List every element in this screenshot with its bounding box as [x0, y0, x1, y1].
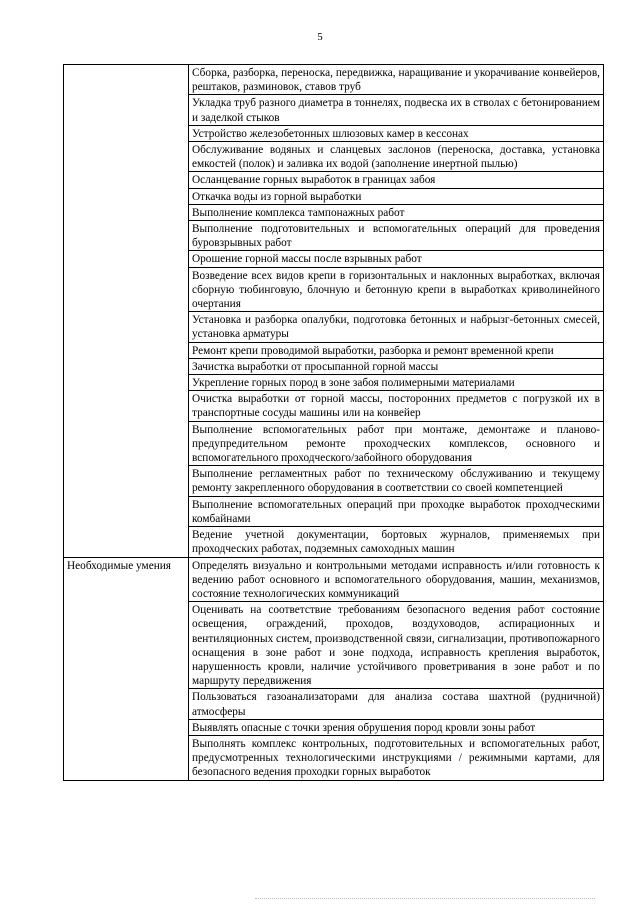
table-cell-item: Устройство железобетонных шлюзовых камер в кессонах [189, 125, 604, 141]
row-heading: Необходимые умения [64, 557, 189, 780]
table-cell-item: Оценивать на соответствие требованиям безопасного ведения работ состояние освещения, ограждений, проходов, воздуховодов, аспирационных и вентиляционных систем, производственной связи, сигнализации, противопожарного оснащения в зоне работ и зоне подхода, исправность крепления выработок, нарушенность кровли, наличие устойчивого проветривания в зоне работ и по маршруту передвижения [189, 602, 604, 689]
table-cell-item: Выполнение комплекса тампонажных работ [189, 204, 604, 220]
table-cell-item: Выполнение регламентных работ по техническому обслуживанию и текущему ремонту закрепленного оборудования в соответствии со своей компетенцией [189, 466, 604, 496]
table-cell-item: Ремонт крепи проводимой выработки, разборка и ремонт временной крепи [189, 342, 604, 358]
table-cell-item: Определять визуально и контрольными методами исправность и/или готовность к ведению работ основного и вспомогательного оборудования, машин, механизмов, состояние технологических коммуникаций [189, 557, 604, 602]
row-heading [64, 65, 189, 558]
table-cell-item: Выполнять комплекс контрольных, подготовительных и вспомогательных работ, предусмотренных технологическими инструкциями / режимными картами, для безопасного ведения проходки горных выработок [189, 735, 604, 780]
table-cell-item: Возведение всех видов крепи в горизонтальных и наклонных выработках, включая сборную тюбинговую, блочную и бетонную крепи в выработках криволинейного очертания [189, 267, 604, 312]
table-cell-item: Установка и разборка опалубки, подготовка бетонных и набрызг-бетонных смесей, установка арматуры [189, 312, 604, 342]
skills-table [63, 64, 604, 781]
table-cell-item: Пользоваться газоанализаторами для анализа состава шахтной (рудничной) атмосферы [189, 689, 604, 719]
table-cell-item: Обслуживание водяных и сланцевых заслонов (переноска, доставка, установка емкостей (полок) и заливка их водой (заполнение инертной пылью) [189, 142, 604, 172]
table-cell-item: Сборка, разборка, переноска, передвижка, наращивание и укорачивание конвейеров, рештаков, разминовок, ставов труб [189, 65, 604, 95]
table-cell-item: Орошение горной массы после взрывных работ [189, 251, 604, 267]
table-cell-item: Выполнение вспомогательных работ при монтаже, демонтаже и планово-предупредительном ремонте проходческих комплексов, основного и вспомогательного проходческого/забойного оборудования [189, 421, 604, 466]
table-cell-item: Укрепление горных пород в зоне забоя полимерными материалами [189, 375, 604, 391]
table-cell-item: Зачистка выработки от просыпанной горной массы [189, 358, 604, 374]
page-number: 5 [317, 31, 323, 43]
table-cell-item: Откачка воды из горной выработки [189, 188, 604, 204]
table-cell-item: Выполнение вспомогательных операций при проходке выработок проходческими комбайнами [189, 496, 604, 526]
table-cell-item: Выполнение подготовительных и вспомогательных операций для проведения буровзрывных работ [189, 221, 604, 251]
table-cell-item: Выявлять опасные с точки зрения обрушения пород кровли зоны работ [189, 719, 604, 735]
table-cell-item: Ведение учетной документации, бортовых журналов, применяемых при проходческих работах, подземных самоходных машин [189, 527, 604, 557]
table-row [64, 557, 604, 602]
table-body [64, 65, 604, 781]
table-cell-item: Укладка труб разного диаметра в тоннелях, подвеска их в стволах с бетонированием и заделкой стыков [189, 95, 604, 125]
table-cell-item: Осланцевание горных выработок в границах забоя [189, 172, 604, 188]
table-row [64, 65, 604, 95]
table-cell-item: Очистка выработки от горной массы, посторонних предметов с погрузкой их в транспортные сосуды машины или на конвейер [189, 391, 604, 421]
scan-artifact-line [255, 898, 595, 901]
